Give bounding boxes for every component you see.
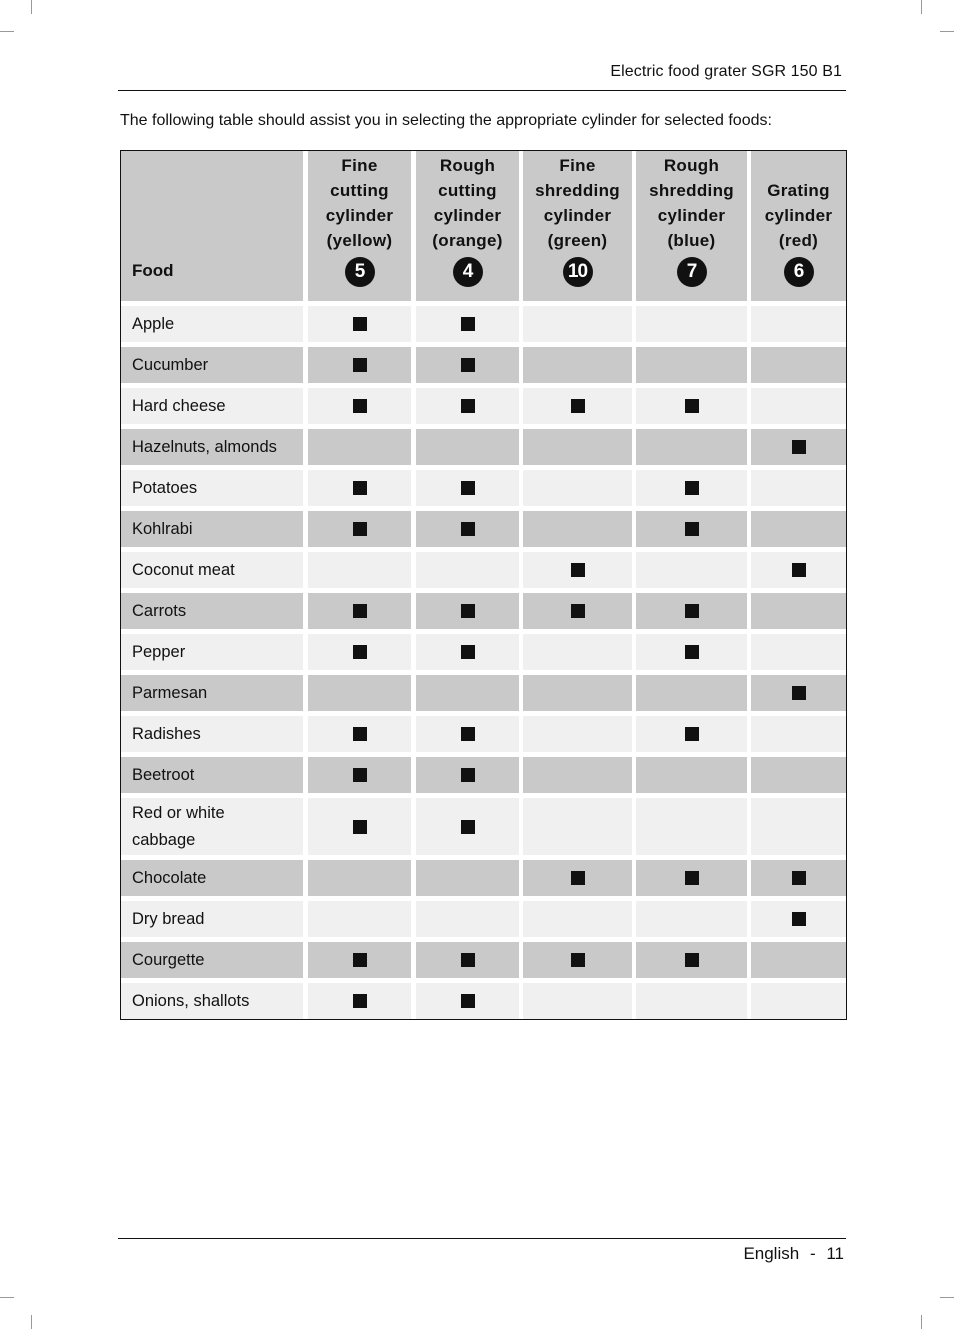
- suitable-mark-icon: [353, 994, 367, 1008]
- food-cell: [121, 942, 303, 978]
- food-cell: [121, 675, 303, 711]
- mark-cell: [416, 983, 519, 1019]
- mark-cell: [416, 757, 519, 793]
- suitable-mark-icon: [461, 768, 475, 782]
- mark-cell: [416, 716, 519, 752]
- table-row: [121, 511, 846, 547]
- cylinder-number-badge: 6: [784, 257, 814, 287]
- food-name: Cucumber: [132, 355, 209, 374]
- mark-cell: [308, 429, 411, 465]
- mark-cell: [523, 552, 632, 588]
- table-row: [121, 634, 846, 670]
- column-header-line: cutting: [438, 181, 497, 200]
- mark-cell: [636, 983, 747, 1019]
- suitable-mark-icon: [461, 953, 475, 967]
- food-cell: [121, 860, 303, 896]
- mark-cell: [308, 347, 411, 383]
- mark-cell: [751, 593, 846, 629]
- mark-cell: [308, 983, 411, 1019]
- mark-cell: [523, 716, 632, 752]
- suitable-mark-icon: [353, 768, 367, 782]
- suitable-mark-icon: [461, 820, 475, 834]
- cylinder-number-badge: 4: [453, 257, 483, 287]
- column-header-line: shredding: [649, 181, 734, 200]
- page-footer: [743, 1244, 844, 1264]
- suitable-mark-icon: [461, 358, 475, 372]
- header-cell-food: [121, 151, 303, 301]
- mark-cell: [523, 306, 632, 342]
- column-header-line: cutting: [330, 181, 389, 200]
- mark-cell: [751, 983, 846, 1019]
- mark-cell: [636, 798, 747, 855]
- mark-cell: [751, 798, 846, 855]
- header-cell-cylinder: [751, 151, 846, 301]
- mark-cell: [751, 634, 846, 670]
- column-header-line: cylinder: [764, 206, 833, 225]
- column-header-line: (yellow): [326, 231, 393, 250]
- cylinder-column-header: [308, 153, 411, 287]
- mark-cell: [523, 634, 632, 670]
- footer-language: English: [743, 1244, 800, 1263]
- mark-cell: [416, 634, 519, 670]
- food-name: [132, 798, 225, 855]
- food-name: Hard cheese: [132, 396, 226, 415]
- mark-cell: [751, 511, 846, 547]
- mark-cell: [751, 942, 846, 978]
- food-name: Pepper: [132, 642, 186, 661]
- crop-mark: [921, 1315, 922, 1329]
- suitable-mark-icon: [571, 604, 585, 618]
- suitable-mark-icon: [571, 399, 585, 413]
- mark-cell: [751, 306, 846, 342]
- table-row: [121, 983, 846, 1019]
- mark-cell: [636, 860, 747, 896]
- mark-cell: [751, 716, 846, 752]
- food-name: Kohlrabi: [132, 519, 193, 538]
- suitable-mark-icon: [461, 727, 475, 741]
- mark-cell: [308, 942, 411, 978]
- column-header-line: cylinder: [657, 206, 726, 225]
- mark-cell: [523, 593, 632, 629]
- suitable-mark-icon: [353, 604, 367, 618]
- food-name: Carrots: [132, 601, 187, 620]
- crop-mark: [921, 0, 922, 14]
- mark-cell: [308, 552, 411, 588]
- mark-cell: [308, 901, 411, 937]
- crop-mark: [31, 0, 32, 14]
- table-row: [121, 429, 846, 465]
- food-cell: [121, 388, 303, 424]
- mark-cell: [308, 757, 411, 793]
- page-number: 11: [826, 1244, 844, 1263]
- suitable-mark-icon: [685, 953, 699, 967]
- food-cell: [121, 552, 303, 588]
- mark-cell: [416, 306, 519, 342]
- table-row: [121, 347, 846, 383]
- food-cell: [121, 716, 303, 752]
- table-row: [121, 901, 846, 937]
- crop-mark: [0, 1297, 14, 1298]
- mark-cell: [308, 470, 411, 506]
- cylinder-number-badge: 5: [345, 257, 375, 287]
- food-cell: [121, 983, 303, 1019]
- mark-cell: [636, 388, 747, 424]
- mark-cell: [416, 470, 519, 506]
- suitable-mark-icon: [685, 522, 699, 536]
- suitable-mark-icon: [461, 399, 475, 413]
- mark-cell: [416, 347, 519, 383]
- food-name: Hazelnuts, almonds: [132, 437, 277, 456]
- suitable-mark-icon: [461, 317, 475, 331]
- cylinder-column-header: [416, 153, 519, 287]
- food-name: Chocolate: [132, 868, 207, 887]
- mark-cell: [751, 429, 846, 465]
- mark-cell: [523, 429, 632, 465]
- table-row: [121, 552, 846, 588]
- header-cell-cylinder: [523, 151, 632, 301]
- mark-cell: [636, 306, 747, 342]
- crop-mark: [31, 1315, 32, 1329]
- mark-cell: [636, 429, 747, 465]
- suitable-mark-icon: [353, 727, 367, 741]
- column-header-line: (orange): [432, 231, 503, 250]
- mark-cell: [416, 388, 519, 424]
- suitable-mark-icon: [461, 481, 475, 495]
- crop-mark: [940, 31, 954, 32]
- cylinder-number-badge: 10: [563, 257, 593, 287]
- mark-cell: [751, 470, 846, 506]
- mark-cell: [523, 860, 632, 896]
- column-header-line: (green): [547, 231, 608, 250]
- suitable-mark-icon: [461, 994, 475, 1008]
- food-name: Radishes: [132, 724, 201, 743]
- table-row: [121, 675, 846, 711]
- mark-cell: [416, 511, 519, 547]
- cylinder-number-badge: 7: [677, 257, 707, 287]
- suitable-mark-icon: [685, 399, 699, 413]
- suitable-mark-icon: [353, 820, 367, 834]
- column-header-line: Rough: [663, 156, 720, 175]
- suitable-mark-icon: [792, 563, 806, 577]
- table-row: [121, 757, 846, 793]
- mark-cell: [308, 716, 411, 752]
- table-header-row: [121, 151, 846, 301]
- table-row: [121, 798, 846, 855]
- table-row: [121, 942, 846, 978]
- mark-cell: [751, 388, 846, 424]
- suitable-mark-icon: [685, 604, 699, 618]
- mark-cell: [636, 675, 747, 711]
- suitable-mark-icon: [792, 871, 806, 885]
- food-name-line: cabbage: [132, 830, 196, 849]
- mark-cell: [523, 470, 632, 506]
- cylinder-column-header: [636, 153, 747, 287]
- food-name-line: Red or white: [132, 803, 225, 822]
- mark-cell: [308, 860, 411, 896]
- header-cell-cylinder: [636, 151, 747, 301]
- food-name: Coconut meat: [132, 560, 235, 579]
- mark-cell: [636, 511, 747, 547]
- food-cell: [121, 634, 303, 670]
- mark-cell: [416, 798, 519, 855]
- mark-cell: [523, 983, 632, 1019]
- column-header-line: (blue): [667, 231, 716, 250]
- column-header-line: shredding: [535, 181, 620, 200]
- column-header-line: cylinder: [433, 206, 502, 225]
- mark-cell: [416, 901, 519, 937]
- intro-text: The following table should assist you in selecting the appropriate cylinder for selected foods:: [120, 112, 772, 129]
- suitable-mark-icon: [353, 953, 367, 967]
- food-cell: [121, 306, 303, 342]
- column-header-line: Fine: [341, 156, 378, 175]
- suitable-mark-icon: [353, 399, 367, 413]
- suitable-mark-icon: [461, 604, 475, 618]
- mark-cell: [416, 675, 519, 711]
- mark-cell: [416, 429, 519, 465]
- suitable-mark-icon: [685, 645, 699, 659]
- column-header-line: (red): [778, 231, 819, 250]
- food-name: Dry bread: [132, 909, 205, 928]
- mark-cell: [636, 552, 747, 588]
- suitable-mark-icon: [571, 563, 585, 577]
- suitable-mark-icon: [685, 727, 699, 741]
- food-cell: [121, 798, 303, 855]
- food-cell: [121, 470, 303, 506]
- mark-cell: [416, 942, 519, 978]
- column-header-line: cylinder: [325, 206, 394, 225]
- suitable-mark-icon: [353, 645, 367, 659]
- table-row: [121, 593, 846, 629]
- table-row: [121, 388, 846, 424]
- suitable-mark-icon: [792, 686, 806, 700]
- suitable-mark-icon: [571, 953, 585, 967]
- table-row: [121, 306, 846, 342]
- mark-cell: [308, 388, 411, 424]
- footer-separator: -: [809, 1244, 816, 1263]
- suitable-mark-icon: [353, 317, 367, 331]
- food-name: Potatoes: [132, 478, 198, 497]
- suitable-mark-icon: [685, 481, 699, 495]
- mark-cell: [308, 593, 411, 629]
- column-header-line: Fine: [559, 156, 596, 175]
- suitable-mark-icon: [461, 645, 475, 659]
- mark-cell: [523, 942, 632, 978]
- mark-cell: [523, 798, 632, 855]
- cylinder-column-header: [751, 178, 846, 287]
- mark-cell: [751, 347, 846, 383]
- footer-divider: [118, 1238, 846, 1239]
- mark-cell: [416, 860, 519, 896]
- suitable-mark-icon: [571, 871, 585, 885]
- mark-cell: [523, 347, 632, 383]
- food-cell: [121, 757, 303, 793]
- mark-cell: [751, 901, 846, 937]
- mark-cell: [416, 593, 519, 629]
- column-header-line: Grating: [767, 181, 830, 200]
- crop-mark: [0, 31, 14, 32]
- food-name: Apple: [132, 314, 175, 333]
- mark-cell: [636, 634, 747, 670]
- suitable-mark-icon: [353, 481, 367, 495]
- suitable-mark-icon: [685, 871, 699, 885]
- document-title: Electric food grater SGR 150 B1: [610, 63, 842, 80]
- mark-cell: [523, 675, 632, 711]
- mark-cell: [636, 593, 747, 629]
- food-cylinder-table: [120, 150, 847, 1020]
- header-cell-cylinder: [308, 151, 411, 301]
- mark-cell: [636, 901, 747, 937]
- food-cell: [121, 593, 303, 629]
- mark-cell: [523, 901, 632, 937]
- mark-cell: [416, 552, 519, 588]
- mark-cell: [523, 757, 632, 793]
- suitable-mark-icon: [792, 440, 806, 454]
- mark-cell: [751, 675, 846, 711]
- column-header-line: Rough: [439, 156, 496, 175]
- mark-cell: [636, 347, 747, 383]
- crop-mark: [940, 1297, 954, 1298]
- mark-cell: [523, 388, 632, 424]
- mark-cell: [636, 716, 747, 752]
- mark-cell: [636, 757, 747, 793]
- table-row: [121, 470, 846, 506]
- food-name: Courgette: [132, 950, 205, 969]
- mark-cell: [751, 757, 846, 793]
- food-name: Onions, shallots: [132, 991, 250, 1010]
- header-cell-cylinder: [416, 151, 519, 301]
- suitable-mark-icon: [461, 522, 475, 536]
- column-header-line: cylinder: [543, 206, 612, 225]
- header-divider: [118, 90, 846, 91]
- mark-cell: [308, 675, 411, 711]
- mark-cell: [636, 942, 747, 978]
- mark-cell: [308, 798, 411, 855]
- food-column-header: Food: [132, 261, 174, 280]
- mark-cell: [751, 552, 846, 588]
- mark-cell: [308, 511, 411, 547]
- suitable-mark-icon: [353, 358, 367, 372]
- mark-cell: [308, 634, 411, 670]
- mark-cell: [523, 511, 632, 547]
- table-row: [121, 716, 846, 752]
- mark-cell: [308, 306, 411, 342]
- suitable-mark-icon: [792, 912, 806, 926]
- cylinder-column-header: [523, 153, 632, 287]
- mark-cell: [751, 860, 846, 896]
- food-cell: [121, 511, 303, 547]
- suitable-mark-icon: [353, 522, 367, 536]
- food-cell: [121, 429, 303, 465]
- food-name: Beetroot: [132, 765, 195, 784]
- table-row: [121, 860, 846, 896]
- food-cell: [121, 347, 303, 383]
- mark-cell: [636, 470, 747, 506]
- food-cell: [121, 901, 303, 937]
- food-name: Parmesan: [132, 683, 208, 702]
